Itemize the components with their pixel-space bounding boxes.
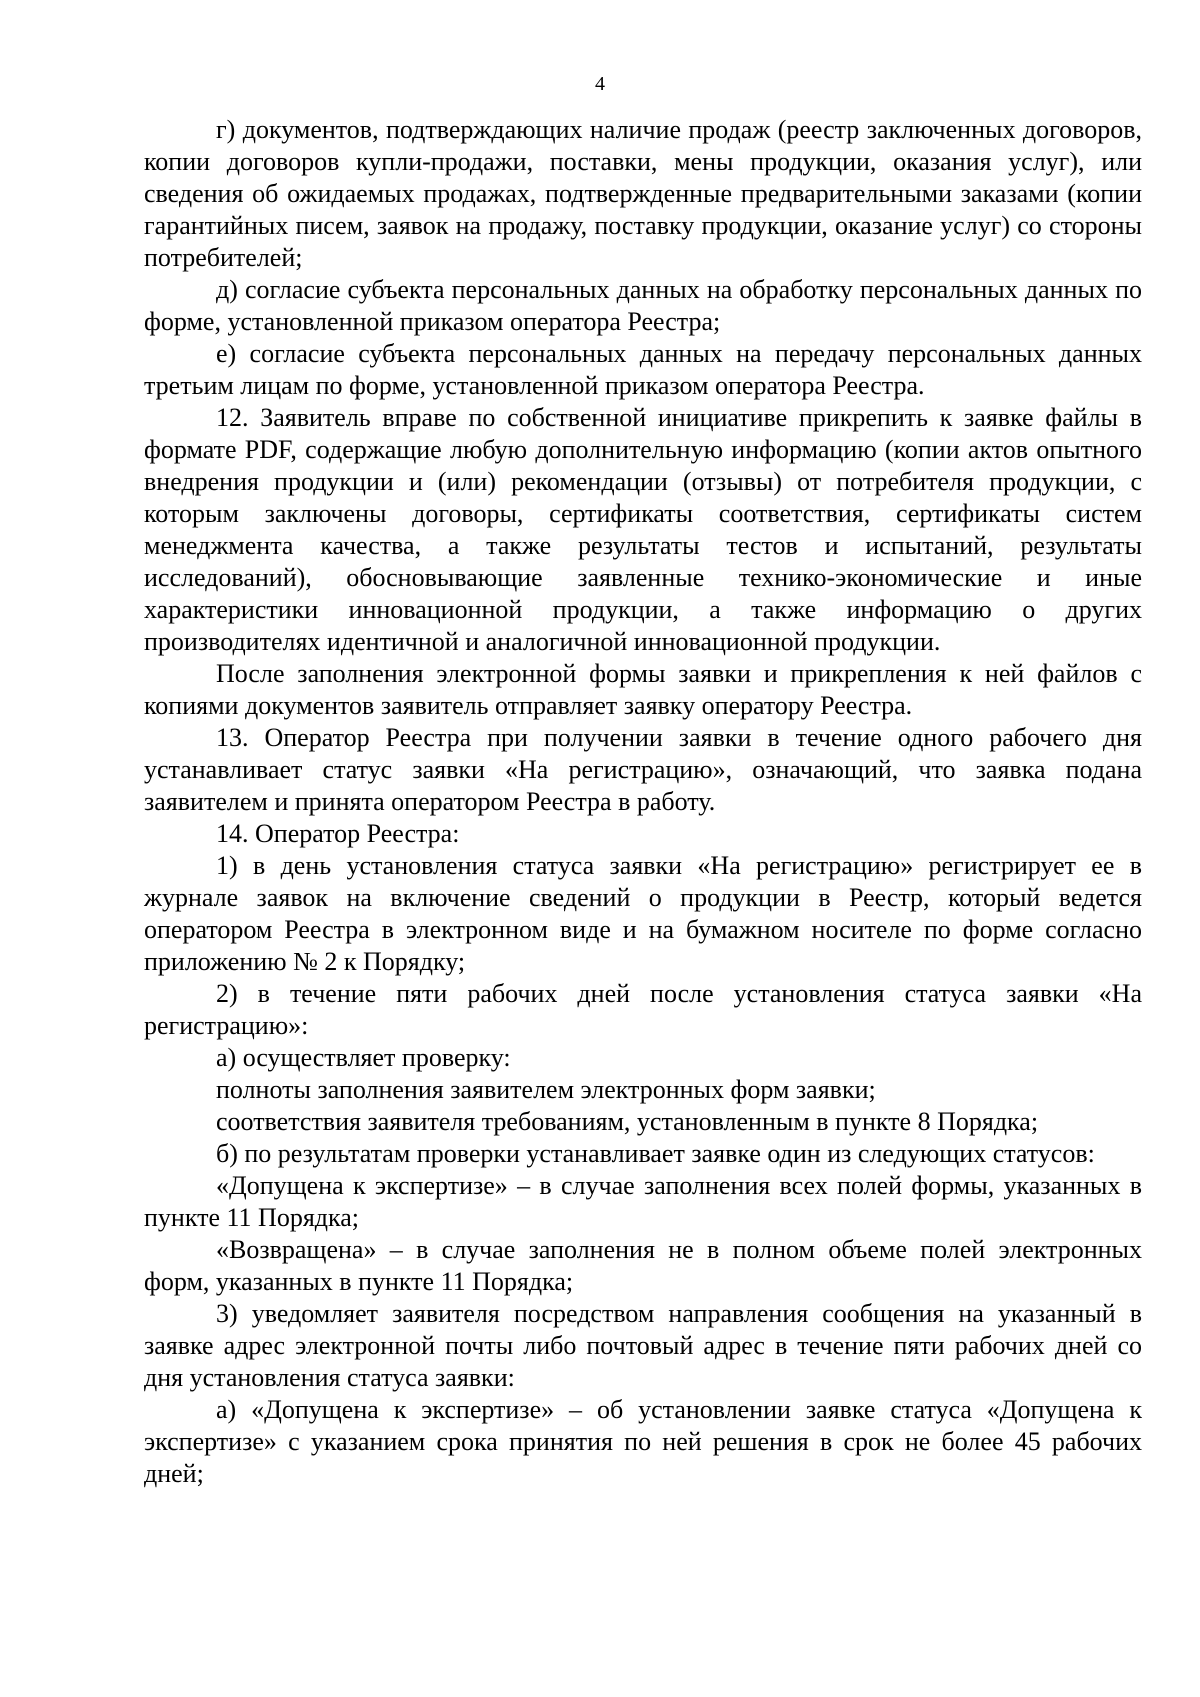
- document-body: [144, 114, 1142, 1490]
- paragraph-after-filling: После заполнения электронной формы заявки и прикрепления к ней файлов с копиями документов заявитель отправляет заявку оператору Реестра.: [144, 659, 1142, 720]
- paragraph-check-compliance: соответствия заявителя требованиям, установленным в пункте 8 Порядка;: [216, 1107, 1039, 1136]
- paragraph-13-registration-status: 13. Оператор Реестра при получении заявки в течение одного рабочего дня устанавливает статус заявки «На регистрацию», означающий, что заявка подана заявителем и принята оператором Реестра в работу.: [144, 723, 1142, 816]
- paragraph-12-attachments: 12. Заявитель вправе по собственной инициативе прикрепить к заявке файлы в формате PDF, содержащие любую дополнительную информацию (копии актов опытного внедрения продукции и (или) рекомендации (отзывы) от потребителя продукции, с которым заключены договоры, сертификаты соответствия, сертификаты систем менеджмента качества, а также результаты тестов и испытаний, результаты исследований), обосновывающие заявленные технико-экономические и иные характеристики инновационной продукции, а также информацию о других производителях идентичной и аналогичной инновационной продукции.: [144, 403, 1142, 656]
- paragraph-status-returned: «Возвращена» – в случае заполнения не в полном объеме полей электронных форм, указанных в пункте 11 Порядка;: [144, 1235, 1142, 1296]
- paragraph-14-operator: 14. Оператор Реестра:: [216, 819, 460, 848]
- paragraph-14-2-five-days: 2) в течение пяти рабочих дней после установления статуса заявки «На регистрацию»:: [144, 979, 1142, 1040]
- paragraph-14-3-notify: 3) уведомляет заявителя посредством направления сообщения на указанный в заявке адрес электронной почты либо почтовый адрес в течение пяти рабочих дней со дня установления статуса заявки:: [144, 1299, 1142, 1392]
- paragraph-status-admitted: «Допущена к экспертизе» – в случае заполнения всех полей формы, указанных в пункте 11 Порядка;: [144, 1171, 1142, 1232]
- paragraph-14-2b-statuses: б) по результатам проверки устанавливает заявке один из следующих статусов:: [216, 1139, 1095, 1168]
- paragraph-e-consent-transfer: е) согласие субъекта персональных данных на передачу персональных данных третьим лицам по форме, установленной приказом оператора Реестра.: [144, 339, 1142, 400]
- page-number: 4: [595, 73, 605, 95]
- paragraph-14-3a-admitted-notice: а) «Допущена к экспертизе» – об установлении заявке статуса «Допущена к экспертизе» с указанием срока принятия по ней решения в срок не более 45 рабочих дней;: [144, 1395, 1142, 1488]
- paragraph-check-completeness: полноты заполнения заявителем электронных форм заявки;: [216, 1075, 876, 1104]
- paragraph-g-documents: г) документов, подтверждающих наличие продаж (реестр заключенных договоров, копии договоров купли-продажи, поставки, мены продукции, оказания услуг), или сведения об ожидаемых продажах, подтвержденные предварительными заказами (копии гарантийных писем, заявок на продажу, поставку продукции, оказание услуг) со стороны потребителей;: [144, 115, 1142, 272]
- paragraph-14-1-journal: 1) в день установления статуса заявки «На регистрацию» регистрирует ее в журнале заявок на включение сведений о продукции в Реестр, который ведется оператором Реестра в электронном виде и на бумажном носителе по форме согласно приложению № 2 к Порядку;: [144, 851, 1142, 976]
- paragraph-d-consent-processing: д) согласие субъекта персональных данных на обработку персональных данных по форме, установленной приказом оператора Реестра;: [144, 275, 1142, 336]
- paragraph-14-2a-check: а) осуществляет проверку:: [216, 1043, 511, 1072]
